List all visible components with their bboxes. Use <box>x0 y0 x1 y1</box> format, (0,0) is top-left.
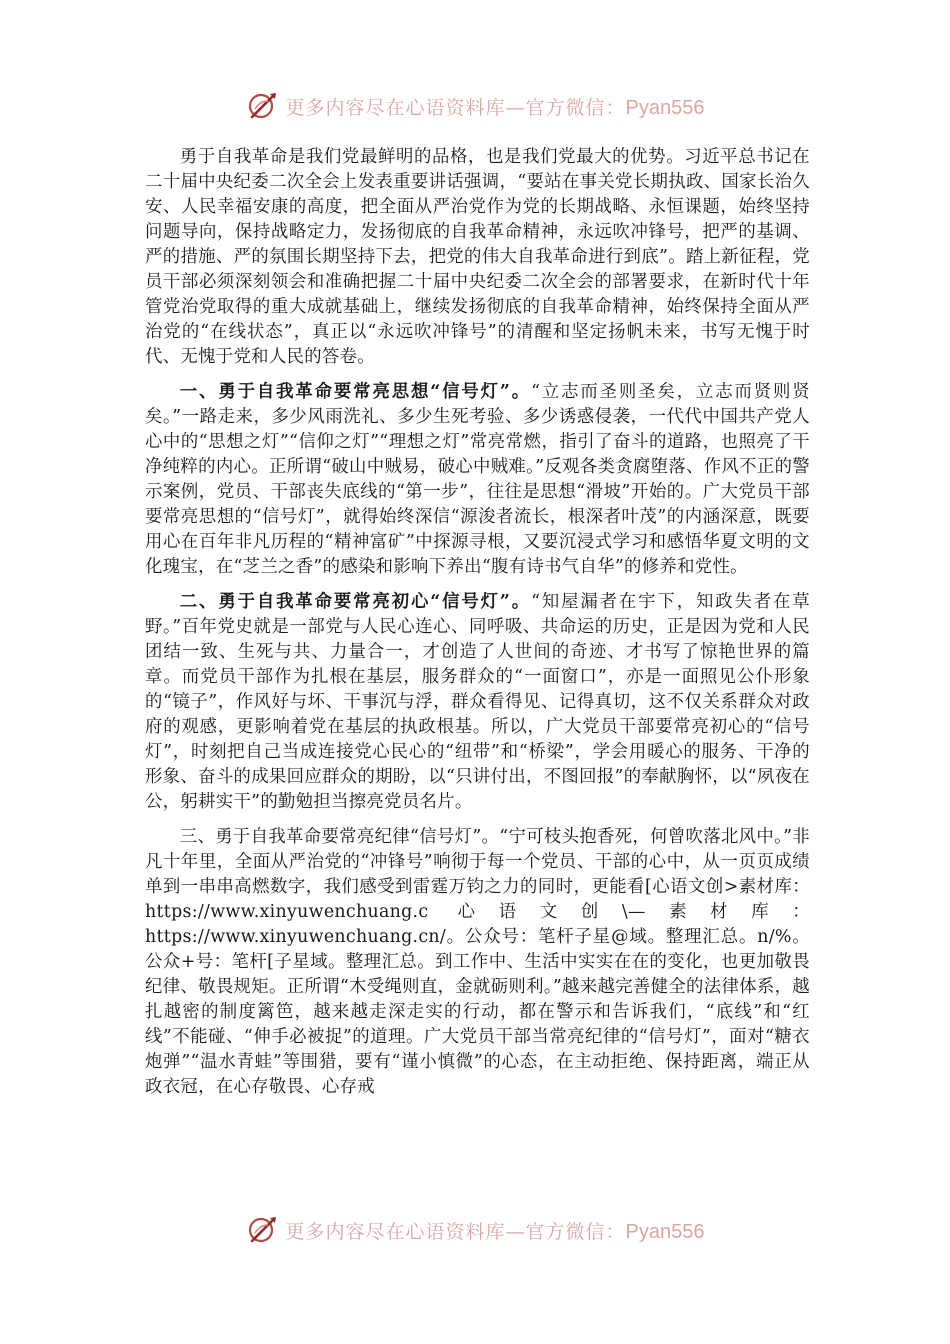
pen-logo-icon <box>246 89 280 123</box>
wechat-id: Pyan556 <box>625 96 705 119</box>
header-banner <box>0 86 950 126</box>
footer-banner <box>0 1210 950 1250</box>
section-heading-3: 三、勇于自我革命要常亮纪律“信号灯”。 <box>179 827 500 847</box>
section-paragraph-1: 一、勇于自我革命要常亮思想“信号灯”。“立志而圣则圣矣，立志而贤则贤矣。”一路走来，多少风雨洗礼、多少生死考验、多少诱惑侵袭，一代代中国共产党人心中的“思想之灯”“信仰之灯”“理想之灯”常亮常燃，指引了奋斗的道路，也照亮了干净纯粹的内心。正所谓“破山中贼易，破心中贼难。”反观各类贪腐堕落、作风不正的警示案例，党员、干部丧失底线的“第一步”，往往是思想“滑坡”开始的。广大党员干部要常亮思想的“信号灯”，就得始终深信“源浚者流长，根深者叶茂”的内涵深意，既要用心在百年非凡历程的“精神富矿”中探源寻根，又要沉浸式学习和感悟华夏文明的文化瑰宝，在“芝兰之香”的感染和影响下养出“腹有诗书气自华”的修养和党性。 <box>145 382 810 577</box>
section-paragraph-3: 三、勇于自我革命要常亮纪律“信号灯”。“宁可枝头抱香死，何曾吹落北风中。”非凡十年里，全面从严治党的“冲锋号”响彻于每一个党员、干部的心中，从一页页成绩单到一串串高燃数字，我们感受到雷霆万钧之力的同时，更能看[心语文创>素材库：https://www.xinyuwenchuang.c 心语文创\—素材库：https://www.xinyuwenchuang.cn/。公众号：笔杆子星@域。整理汇总。n/%。公众+号：笔杆[子星域。整理汇总。到工作中、生活中实实在在的变化，也更加敬畏纪律、敬畏规矩。正所谓“木受绳则直，金就砺则利。”越来越完善健全的法律体系，越扎越密的制度篱笆，越来越走深走实的行动，都在警示和告诉我们，“底线”和“红线”不能碰、“伸手必被捉”的道理。广大党员干部当常亮纪律的“信号灯”，面对“糖衣炮弹”“温水青蛙”等围猎，要有“谨小慎微”的心态，在主动拒绝、保持距离，端正从政衣冠，在心存敬畏、心存戒 <box>145 827 810 1097</box>
section-paragraph-2: 二、勇于自我革命要常亮初心“信号灯”。“知屋漏者在宇下，知政失者在草野。”百年党史就是一部党与人民心连心、同呼吸、共命运的历史，正是因为党和人民团结一致、生死与共、力量合一，才创造了人世间的奇迹、才书写了惊艳世界的篇章。而党员干部作为扎根在基层，服务群众的“一面窗口”，亦是一面照见公仆形象的“镜子”，作风好与坏、干事沉与浮，群众看得见、记得真切，这不仅关系群众对政府的观感，更影响着党在基层的执政根基。所以，广大党员干部要常亮初心的“信号灯”，时刻把自己当成连接党心民心的“纽带”和“桥梁”，学会用暖心的服务、干净的形象、奋斗的成果回应群众的期盼，以“只讲付出，不图回报”的奉献胸怀，以“夙夜在公，躬耕实干”的勤勉担当擦亮党员名片。 <box>145 592 810 812</box>
pen-logo-icon <box>246 1213 280 1247</box>
banner-text: 更多内容尽在心语资料库—官方微信：Pyan556 <box>285 96 705 119</box>
section-heading-1: 一、勇于自我革命要常亮思想“信号灯”。 <box>179 382 532 402</box>
banner-text: 更多内容尽在心语资料库—官方微信：Pyan556 <box>285 1220 705 1243</box>
article-body <box>145 145 810 1110</box>
section-heading-2: 二、勇于自我革命要常亮初心“信号灯”。 <box>179 592 532 612</box>
intro-paragraph: 勇于自我革命是我们党最鲜明的品格，也是我们党最大的优势。习近平总书记在二十届中央纪委二次全会上发表重要讲话强调，“要站在事关党长期执政、国家长治久安、人民幸福安康的高度，把全面从严治党作为党的长期战略、永恒课题，始终坚持问题导向，保持战略定力，发扬彻底的自我革命精神，永远吹冲锋号，把严的基调、严的措施、严的氛围长期坚持下去，把党的伟大自我革命进行到底”。踏上新征程，党员干部必须深刻领会和准确把握二十届中央纪委二次全会的部署要求，在新时代十年管党治党取得的重大成就基础上，继续发扬彻底的自我革命精神，始终保持全面从严治党的“在线状态”，真正以“永远吹冲锋号”的清醒和坚定扬帆未来，书写无愧于时代、无愧于党和人民的答卷。 <box>145 147 810 367</box>
wechat-id: Pyan556 <box>625 1220 705 1243</box>
